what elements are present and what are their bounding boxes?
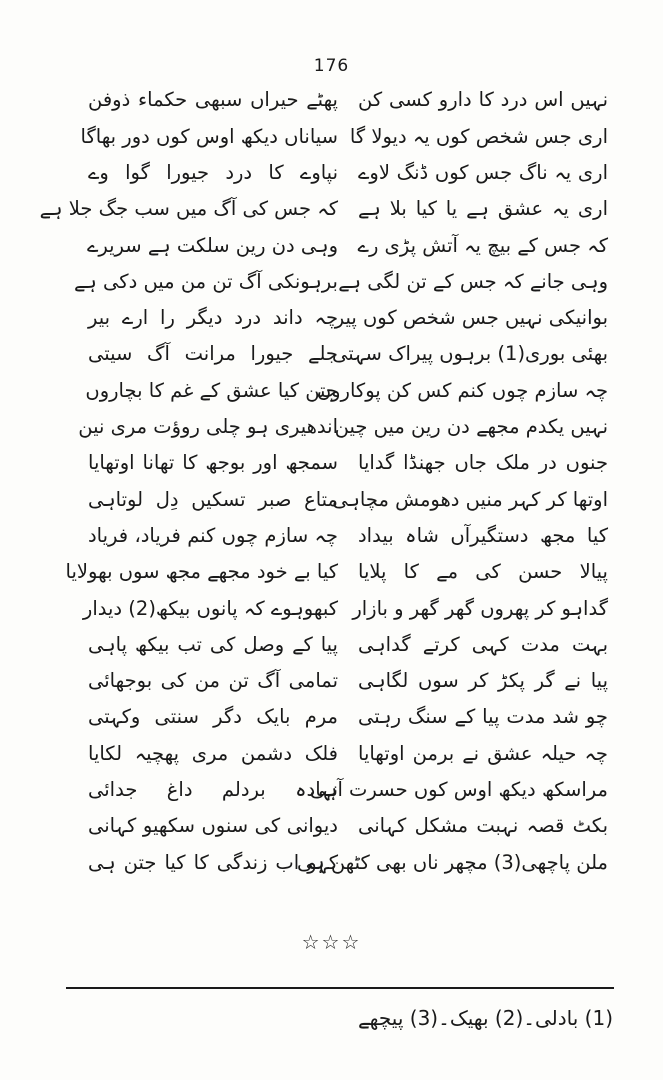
misra-first: نہیں اس درد کا دارو کسی کن xyxy=(358,88,608,112)
misra-first: چہ سازم چوں کنم کس کن پوکاروں xyxy=(316,378,608,402)
couplet-row xyxy=(88,227,608,263)
couplet-row xyxy=(88,808,608,844)
misra-second: جتن کیا عشق کے غم کا بچاروں xyxy=(85,378,338,402)
misra-second: نہادہ بردلم داغ جدائی xyxy=(88,778,338,802)
misra-first: اری جس شخص کوں یہ دیولا گا xyxy=(349,124,608,148)
misra-first: وہی جانے کہ جس کے تن لگی ہے xyxy=(338,269,608,293)
couplet-row xyxy=(88,336,608,372)
misra-first: گداہو کر پھروں گھر گھر و بازار xyxy=(352,596,608,620)
misra-second: کہ جس کی آگ میں سب جگ جلا ہے xyxy=(39,197,338,221)
misra-first: پیالا حسن کی مے کا پلایا xyxy=(358,560,608,584)
couplet-row xyxy=(88,735,608,771)
couplet-row xyxy=(82,590,608,626)
misra-first: کیا مجھ دستگیرآں شاہ بیداد xyxy=(358,523,608,547)
misra-first: اری یہ عشق ہے یا کیا بلا ہے xyxy=(358,197,608,221)
misra-first: کہ جس کے بیچ یہ آتش پڑی رے xyxy=(357,233,608,257)
couplet-row xyxy=(88,82,608,118)
couplet-row xyxy=(88,844,608,880)
misra-first: بکٹ قصہ نہبت مشکل کہانی xyxy=(358,814,608,838)
misra-second: دیوانی کی سنوں سکھیو کہانی xyxy=(88,814,338,838)
couplet-row xyxy=(88,518,608,554)
misra-second: پھٹے حیراں سبھی حکماء ذوفن xyxy=(88,88,338,112)
misra-second: کبھوہوے کہ پانوں بیکھ(2) دیدار xyxy=(82,596,338,620)
misra-second: نپاوے کا درد جیورا گوا وے xyxy=(88,160,338,184)
couplet-row xyxy=(78,409,608,445)
couplet-row xyxy=(80,118,608,154)
misra-second: متاع صبر تسکیں دِل لوتاہی xyxy=(88,487,338,511)
page-number: 176 xyxy=(313,56,350,76)
misra-first: پیا نے گر پکڑ کر سوں لگاہی xyxy=(358,669,608,693)
couplet-row xyxy=(88,626,608,662)
misra-second: سیاناں دیکھ اوس کوں دور بھاگا xyxy=(80,124,338,148)
misra-second: مرم بایک دگر سنتی وکہتی xyxy=(88,705,338,729)
misra-first: اوتھا کر کہر منیں دھومش مچاہی xyxy=(332,487,608,511)
misra-second: اندھیری ہو چلی روؤت مری نین xyxy=(78,415,338,439)
misra-first: چہ حیلہ عشق نے برمن اوتھایا xyxy=(358,741,608,765)
couplet-row xyxy=(88,481,608,517)
misra-second: چہ داند درد دیگر را ارے بیر xyxy=(88,306,338,330)
poem xyxy=(39,82,608,881)
couplet-row xyxy=(85,372,608,408)
misra-first: اری یہ ناگ جس کوں ڈنگ لاوے xyxy=(358,160,608,184)
couplet-row xyxy=(73,263,608,299)
misra-second: کہو اب زندگی کا کیا جتن ہی xyxy=(88,850,338,874)
misra-first: ملن پاچھی(3) مچھر ناں بھی کٹھن ہی xyxy=(296,850,608,874)
footnote: (1) بادلی۔(2) بھیک۔(3) پیچھے xyxy=(357,1006,613,1030)
couplet-row xyxy=(88,155,608,191)
footnote-divider xyxy=(66,987,614,989)
couplet-row xyxy=(88,445,608,481)
misra-first: نہیں یکدم مجھے دن رین میں چین xyxy=(334,415,608,439)
misra-first: چو شد مدت پیا کے سنگ رہتی xyxy=(358,705,608,729)
couplet-row xyxy=(88,772,608,808)
section-end-stars: ☆☆☆ xyxy=(301,930,362,954)
misra-second: پیا کے وصل کی تب بیکھ پاہی xyxy=(88,632,338,656)
misra-first: بوانیکی نہیں جس شخص کوں پیر xyxy=(334,306,608,330)
misra-second: چہ سازم چوں کنم فریاد، فریاد xyxy=(88,523,338,547)
couplet-row xyxy=(65,554,608,590)
misra-second: برہونکی آگ تن من میں دکی ہے xyxy=(73,269,338,293)
misra-first: مراسکھ دیکھ اوس کوں حسرت آہی xyxy=(309,778,608,802)
misra-second: جلے جیورا مرانت آگ سیتی xyxy=(88,342,338,366)
couplet-row xyxy=(88,300,608,336)
misra-second: کیا بے خود مجھے مجھ سوں بھولایا xyxy=(65,560,338,584)
misra-second: تمامی آگ تن من کی بوجھائی xyxy=(88,669,338,693)
misra-second: سمجھ اور بوجھ کا تھانا اوتھایا xyxy=(88,451,338,475)
misra-second: فلک دشمن مری پھچیہ لکایا xyxy=(88,741,338,765)
misra-second: وہی دن رین سلکت ہے سریرے xyxy=(86,233,338,257)
couplet-row xyxy=(88,699,608,735)
misra-first: بہت مدت کہی کرتے گداہی xyxy=(358,632,608,656)
misra-first: بھئی بوری(1) برہوں پیراک سہتی xyxy=(331,342,608,366)
couplet-row xyxy=(88,663,608,699)
misra-first: جنوں در ملک جاں جھنڈا گدایا xyxy=(358,451,608,475)
couplet-row xyxy=(39,191,608,227)
